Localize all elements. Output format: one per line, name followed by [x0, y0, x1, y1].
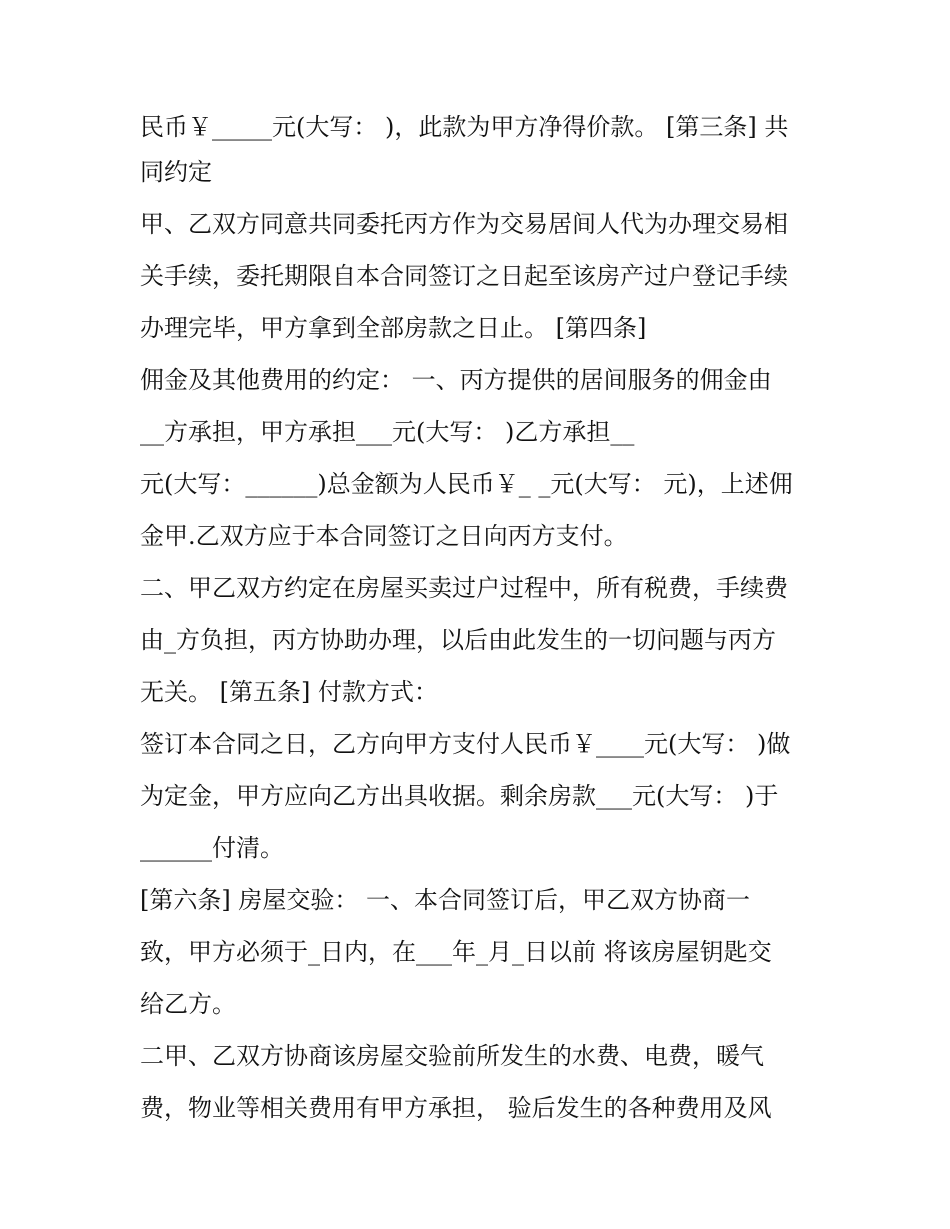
text-line-4: 关手续，委托期限自本合同签订之日起至该房产过户登记手续	[140, 262, 788, 290]
text-line-13: 签订本合同之日，乙方向甲方支付人民币￥____元(大写： )做	[140, 730, 791, 758]
text-line-5: 办理完毕，甲方拿到全部房款之日止。 [第四条]	[140, 314, 647, 342]
text-line-9: 金甲.乙双方应于本合同签订之日向丙方支付。	[140, 522, 628, 550]
text-line-6: 佣金及其他费用的约定： 一、丙方提供的居间服务的佣金由	[140, 366, 772, 394]
text-line-7: __方承担，甲方承担___元(大写： )乙方承担__	[140, 418, 635, 446]
text-line-17: 致，甲方必须于_日内，在___年_月_日以前 将该房屋钥匙交	[140, 938, 772, 966]
text-line-14: 为定金，甲方应向乙方出具收据。剩余房款___元(大写： )于	[140, 782, 779, 810]
text-line-19: 二甲、乙双方协商该房屋交验前所发生的水费、电费，暖气	[140, 1042, 764, 1070]
text-line-2: 同约定	[140, 158, 212, 186]
text-line-12: 无关。 [第五条] 付款方式：	[140, 678, 438, 706]
text-line-11: 由_方负担，丙方协助办理，以后由此发生的一切问题与丙方	[140, 626, 776, 654]
text-line-10: 二、甲乙双方约定在房屋买卖过户过程中，所有税费，手续费	[140, 574, 788, 602]
text-line-15: ______付清。	[140, 834, 284, 862]
contract-text-body	[140, 108, 820, 1134]
text-line-16: [第六条] 房屋交验： 一、本合同签订后，甲乙双方协商一	[140, 886, 750, 914]
text-line-20: 费，物业等相关费用有甲方承担， 验后发生的各种费用及风	[140, 1094, 772, 1122]
text-line-18: 给乙方。	[140, 990, 236, 1018]
text-line-8: 元(大写：______)总金额为人民币￥_ _元(大写： 元)，上述佣	[140, 470, 793, 498]
text-line-1: 民币￥_____元(大写： )，此款为甲方净得价款。 [第三条] 共	[140, 113, 789, 141]
text-line-3: 甲、乙双方同意共同委托丙方作为交易居间人代为办理交易相	[140, 210, 788, 238]
